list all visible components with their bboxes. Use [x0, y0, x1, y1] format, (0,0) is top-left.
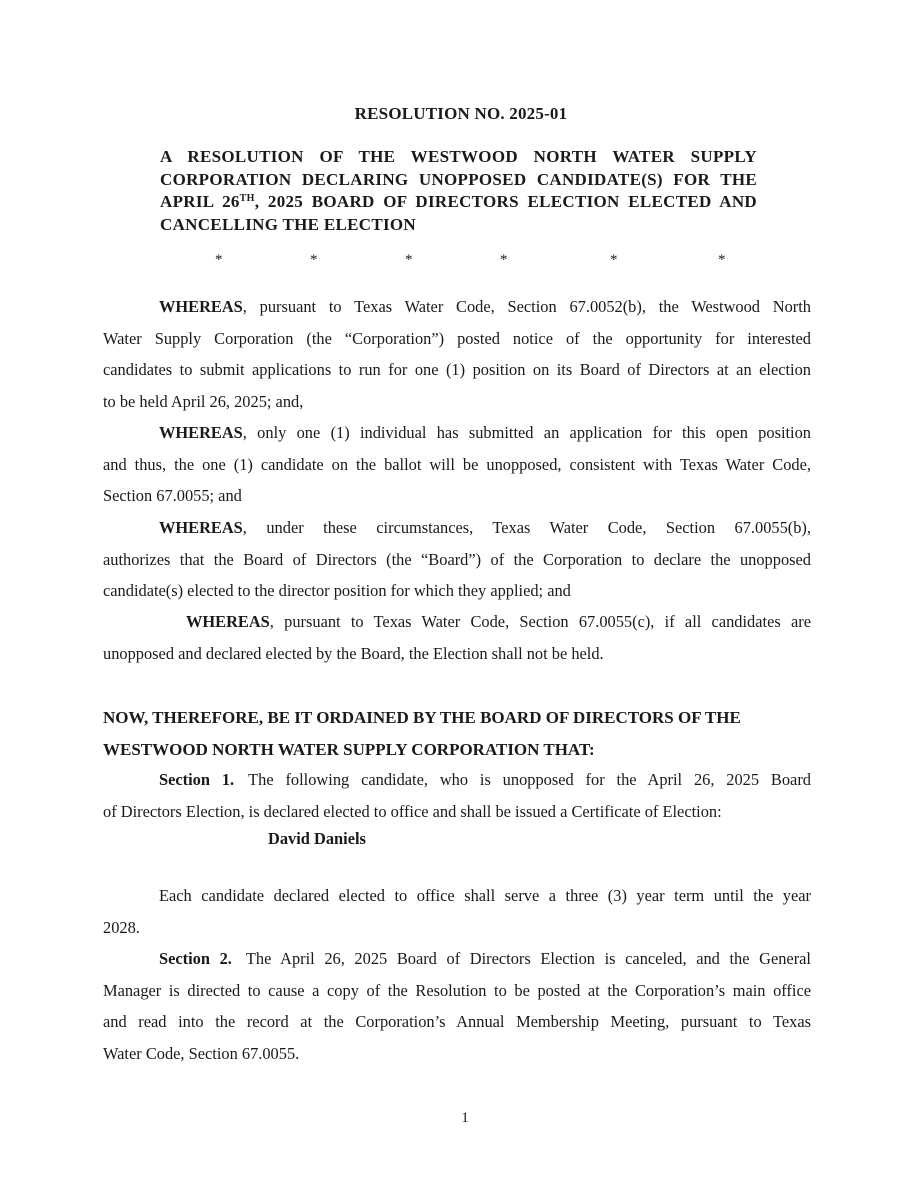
- paragraph-line: and read into the record at the Corporation’s Annual Membership Meeting, pursuant to Texas: [103, 1012, 811, 1031]
- title-line-2: CORPORATION DECLARING UNOPPOSED CANDIDATE(S) FOR THE: [160, 169, 757, 189]
- ordained-line-1: NOW, THEREFORE, BE IT ORDAINED BY THE BOARD OF DIRECTORS OF THE: [103, 708, 741, 727]
- ordained-line-2: WESTWOOD NORTH WATER SUPPLY CORPORATION THAT:: [103, 739, 595, 759]
- page-number: 1: [461, 1110, 469, 1126]
- asterisk: *: [718, 252, 726, 268]
- paragraph-line: Manager is directed to cause a copy of the Resolution to be posted at the Corporation’s main office: [103, 980, 811, 1000]
- paragraph-line: to be held April 26, 2025; and,: [103, 391, 304, 411]
- section-2: [103, 943, 811, 1069]
- paragraph-line: Water Code, Section 67.0055.: [103, 1043, 300, 1063]
- ordained-heading: [103, 702, 811, 765]
- asterisk: *: [215, 252, 223, 268]
- section-1: [103, 764, 811, 827]
- paragraph-line: unopposed and declared elected by the Board, the Election shall not be held.: [103, 643, 604, 663]
- candidate-name: David Daniels: [268, 829, 366, 848]
- paragraph-line: Water Supply Corporation (the “Corporation”) posted notice of the opportunity for interested: [103, 328, 811, 348]
- paragraph-line: WHEREAS, under these circumstances, Texas Water Code, Section 67.0055(b),: [159, 518, 811, 537]
- resolution-title: [160, 146, 757, 236]
- paragraph-line: Section 67.0055; and: [103, 486, 242, 505]
- paragraph-line: and thus, the one (1) candidate on the ballot will be unopposed, consistent with Texas Water Code,: [103, 454, 811, 474]
- title-line-1: A RESOLUTION OF THE WESTWOOD NORTH WATER SUPPLY: [160, 147, 757, 166]
- asterisk: *: [310, 252, 318, 268]
- term-paragraph: [103, 880, 811, 943]
- paragraph-line: WHEREAS, pursuant to Texas Water Code, Section 67.0052(b), the Westwood North: [159, 297, 811, 316]
- whereas-paragraph-1: [103, 291, 811, 417]
- asterisk: *: [500, 252, 508, 268]
- paragraph-line: WHEREAS, only one (1) individual has submitted an application for this open position: [159, 423, 811, 442]
- paragraph-line: candidate(s) elected to the director position for which they applied; and: [103, 581, 571, 600]
- paragraph-line: WHEREAS, pursuant to Texas Water Code, Section 67.0055(c), if all candidates are: [186, 612, 811, 631]
- whereas-paragraph-3: [103, 512, 811, 607]
- paragraph-line: of Directors Election, is declared elected to office and shall be issued a Certificate of Election:: [103, 801, 722, 821]
- paragraph-line: Each candidate declared elected to office shall serve a three (3) year term until the year: [159, 886, 811, 905]
- whereas-paragraph-4: [103, 606, 811, 669]
- title-line-3: APRIL 26TH, 2025 BOARD OF DIRECTORS ELECTION ELECTED AND: [160, 192, 757, 211]
- whereas-paragraph-2: [103, 417, 811, 512]
- asterisk: *: [405, 252, 413, 268]
- paragraph-line: Section 1. The following candidate, who is unopposed for the April 26, 2025 Board: [159, 770, 811, 789]
- title-line-4: CANCELLING THE ELECTION: [160, 214, 416, 234]
- paragraph-line: 2028.: [103, 917, 140, 937]
- asterisk: *: [610, 252, 618, 268]
- paragraph-line: candidates to submit applications to run for one (1) position on its Board of Directors at an election: [103, 360, 811, 379]
- paragraph-line: Section 2. The April 26, 2025 Board of Directors Election is canceled, and the General: [159, 949, 811, 968]
- resolution-number: RESOLUTION NO. 2025-01: [354, 104, 568, 123]
- paragraph-line: authorizes that the Board of Directors (the “Board”) of the Corporation to declare the unopposed: [103, 549, 811, 569]
